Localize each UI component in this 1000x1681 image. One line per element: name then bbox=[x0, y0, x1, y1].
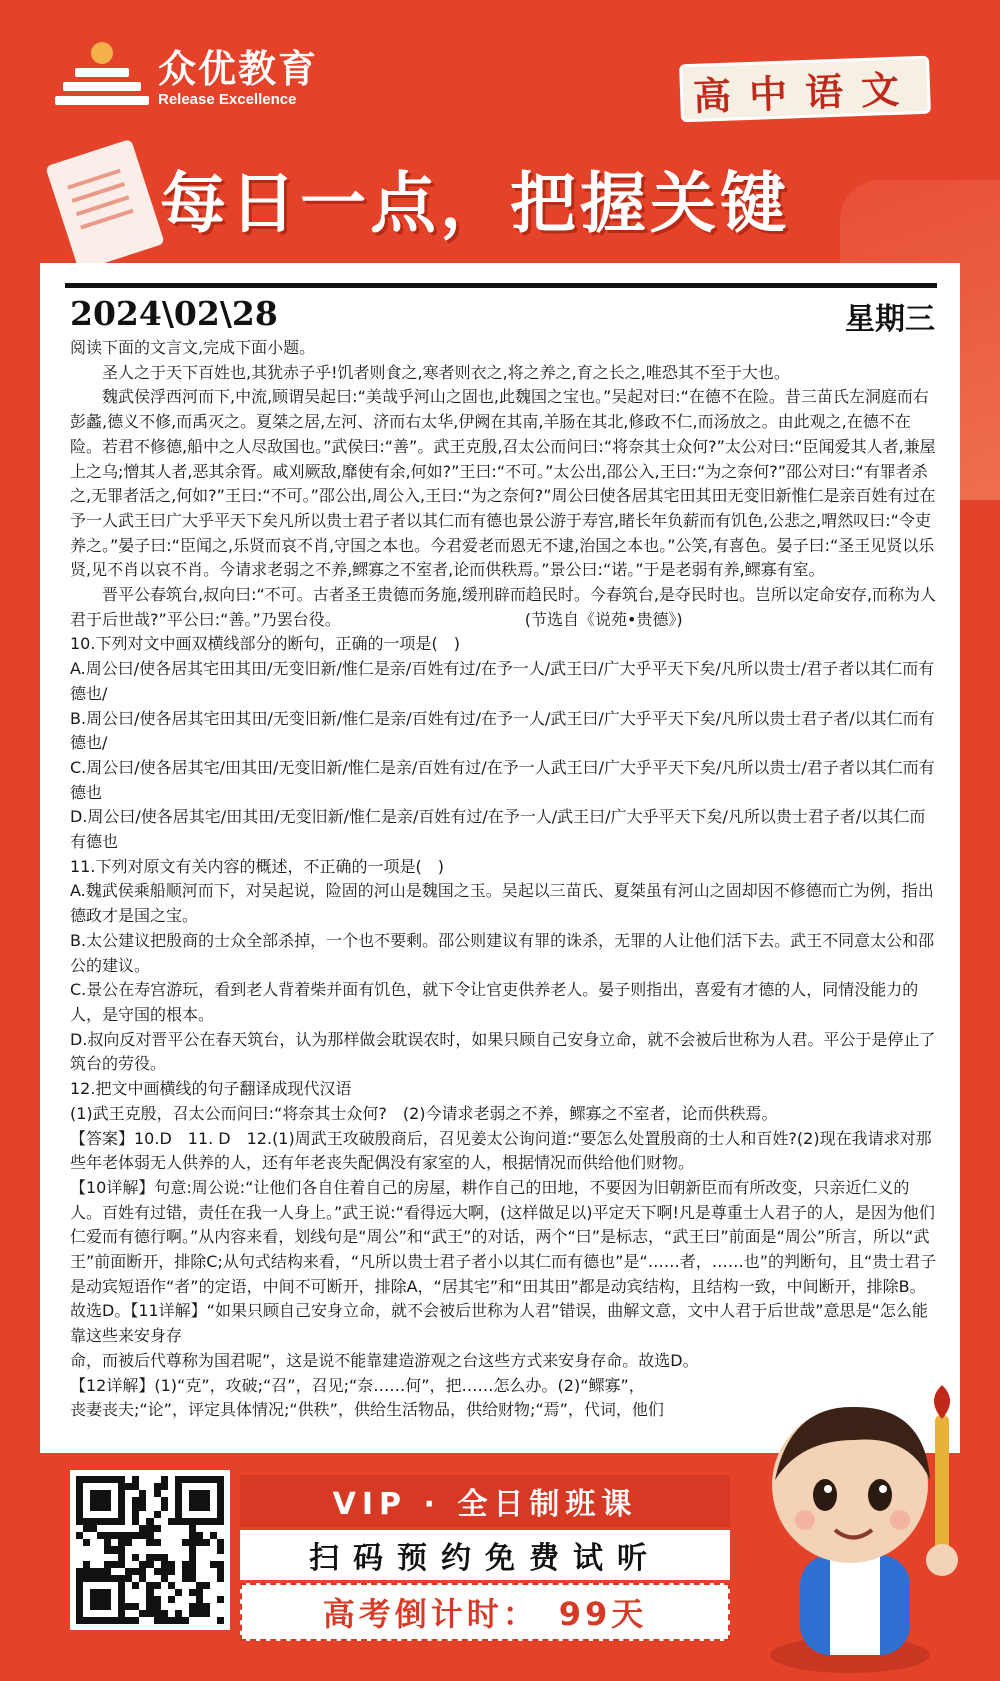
article-paragraph: (1)武王克殷，召太公而问曰:“将奈其士众何? (2)今请求老弱之不养，鳏寡之不室者，论而供秩焉。 bbox=[70, 1103, 778, 1123]
exam-paper-decoration bbox=[45, 139, 165, 271]
content-sheet bbox=[40, 263, 960, 1453]
brand-name: 众优教育 bbox=[158, 46, 319, 91]
article-paragraph: 晋平公春筑台,叔向曰:“不可。古者圣王贵德而务施,缓刑辟而趋民时。今春筑台,是夺民时也。岂所以定命安存,而称为人君于后世哉?”平公曰:“善。”乃罢台役。 (节选自《说苑•贵德》) bbox=[70, 585, 937, 629]
article-paragraph: 【12详解】(1)“克”，攻破;“召”，召见;“奈……何”，把……怎么办。(2)“鳏寡”， bbox=[70, 1375, 645, 1395]
article-paragraph: A.周公曰/使各居其宅田其田/无变旧新/惟仁是亲/百姓有过/在予一人/武王曰/广大乎平天下矣/凡所以贵士/君子者以其仁而有德也/ bbox=[70, 659, 935, 703]
date: 2024\02\28 bbox=[70, 294, 278, 333]
article-paragraph: 丧妻丧夫;“论”，评定具体情况;“供秩”，供给生活物品，供给财物;“焉”，代词，他们 bbox=[70, 1400, 664, 1420]
vip-banner: VIP · 全日制班课 bbox=[240, 1475, 730, 1527]
article-paragraph: 魏武侯浮西河而下,中流,顾谓吴起曰:“美哉乎河山之固也,此魏国之宝也。”吴起对曰:“在德不在险。昔三苗氏左洞庭而右彭蠡,德义不修,而禹灭之。夏桀之居,左河、济而右太华,伊阙在其南,羊肠在其北,修政不仁,而汤放之。由此观之,在德不在险。若君不修德,船中之人尽敌国也。”武侯曰:“善”。武王克殷,召太公而问曰:“将奈其士众何?”太公对曰:“臣闻爱其人者,兼屋上之乌;憎其人者,恶其余胥。咸刈厥敌,靡使有余,何如?”王曰:“不可。”太公出,邵公入,王曰:“为之奈何?”邵公对曰:“有罪者杀之,无罪者活之,何如?”王曰:“不可。”邵公出,周公入,王曰:“为之奈何?”周公曰使各居其宅田其田无变旧新惟仁是亲百姓有过在予一人武王曰广大乎平天下矣凡所以贵士君子者以其仁而有德也景公游于寿宫,睹长年负薪而有饥色,公悲之,喟然叹曰:“令吏养之。”晏子曰:“臣闻之,乐贤而哀不肖,守国之本也。今君爱老而恩无不逮,治国之本也。”公笑,有喜色。晏子曰:“圣王见贤以乐贤,见不肖以哀不肖。今请求老弱之不养,鳏寡之不室者,论而供秩焉。”景公曰:“诺。”于是老弱有养,鳏寡有室。 bbox=[70, 387, 936, 580]
article-paragraph: 11.下列对原文有关内容的概述，不正确的一项是( ) bbox=[70, 856, 444, 876]
article-paragraph: B.周公曰/使各居其宅田其田/无变旧新/惟仁是亲/百姓有过/在予一人/武王曰/广大乎平天下矣/凡所以贵士君子者/以其仁而有德也/ bbox=[70, 708, 935, 753]
article-paragraph: 命，而被后代尊称为国君呢”，这是说不能靠建造游观之台这些方式来安身存命。故选D。 bbox=[70, 1350, 699, 1370]
headline: 每日一点，把握关键 bbox=[160, 165, 790, 242]
article-paragraph: 圣人之于天下百姓也,其犹赤子乎!饥者则食之,寒者则衣之,将之养之,育之长之,唯恐其不至于大也。 bbox=[102, 362, 790, 382]
brand-slogan: Release Excellence bbox=[158, 90, 297, 108]
subject-badge: 高中语文 bbox=[679, 56, 931, 123]
article-paragraph: 阅读下面的文言文,完成下面小题。 bbox=[70, 338, 316, 357]
article-paragraph: B.太公建议把殷商的士众全部杀掉，一个也不要剩。邵公则建议有罪的诛杀，无罪的人让他们活下去。武王不同意太公和邵公的建议。 bbox=[70, 930, 935, 975]
article-paragraph: A.魏武侯乘船顺河而下，对吴起说，险固的河山是魏国之玉。吴起以三苗氏、夏桀虽有河山之固却因不修德而亡为例，指出德政才是国之宝。 bbox=[70, 881, 934, 926]
article-paragraph: 【10详解】句意:周公说:“让他们各自住着自己的房屋，耕作自己的田地，不要因为旧朝新臣而有所改变，只亲近仁义的人。百姓有过错，责任在我一人身上。”武王说:“看得远大啊，(这样做足以)平定天下啊!凡是尊重士人君子的人，是因为他们仁爱而有德行啊。”从内容来看，划线句是“周公”和“武王”的对话，两个“曰”是标志，“武王曰”前面是“周公”所言，所以“武王”前面断开，排除C;从句式结构来看，“凡所以贵士君子者小以其仁而有德也”是“……者，……也”的判断句，且“贵士君子是动宾短语作“者”的定语，中间不可断开，排除A，“居其宅”和“田其田”都是动宾结构，且结构一致，中间断开，排除B。故选D。【11详解】“如果只顾自己安身立命，就不会被后世称为人君”错误，曲解文意，文中人君于后世哉”意思是“怎么能靠这些来安身存 bbox=[70, 1177, 937, 1346]
scan-prompt: 扫码预约免费试听 bbox=[240, 1530, 730, 1580]
logo-icon bbox=[55, 42, 150, 112]
article-paragraph: 【答案】10.D 11. D 12.(1)周武王攻破殷商后，召见姜太公询问道:“要怎么处置殷商的士人和百姓?(2)现在我请求对那些年老体弱无人供养的人，还有年老丧失配偶没有家室的人，根据情况而供给他们财物。 bbox=[70, 1128, 932, 1173]
article-paragraph: 10.下列对文中画双横线部分的断句，正确的一项是( ) bbox=[70, 634, 460, 654]
brand-logo bbox=[55, 42, 318, 112]
article-paragraph: C.景公在寿宫游玩，看到老人背着柴并面有饥色，就下令让官吏供养老人。晏子则指出，喜爱有才德的人，同情没能力的人，是守国的根本。 bbox=[70, 980, 919, 1024]
weekday: 星期三 bbox=[845, 302, 935, 337]
exam-countdown: 高考倒计时： 99天 bbox=[240, 1583, 730, 1641]
article-paragraph: D.叔向反对晋平公在春天筑台，认为那样做会耽误农时，如果只顾自己安身立命，就不会被后世称为人君。平公于是停止了筑台的劳役。 bbox=[70, 1029, 936, 1074]
article-paragraph: D.周公曰/使各居其宅/田其田/无变旧新/惟仁是亲/百姓有过/在予一人/武王曰/广大乎平天下矣/凡所以贵士君子者/以其仁而有德也 bbox=[70, 807, 926, 852]
article-paragraph: 12.把文中画横线的句子翻译成现代汉语 bbox=[70, 1079, 352, 1099]
qr-code-icon[interactable] bbox=[70, 1470, 230, 1630]
mascot-illustration bbox=[730, 1385, 990, 1681]
divider bbox=[65, 283, 937, 288]
article-paragraph: C.周公曰/使各居其宅/田其田/无变旧新/惟仁是亲/百姓有过/在予一人武王曰/广大乎平天下矣/凡所以贵士/君子者以其仁而有德也 bbox=[70, 757, 935, 802]
article-body bbox=[70, 336, 940, 1423]
